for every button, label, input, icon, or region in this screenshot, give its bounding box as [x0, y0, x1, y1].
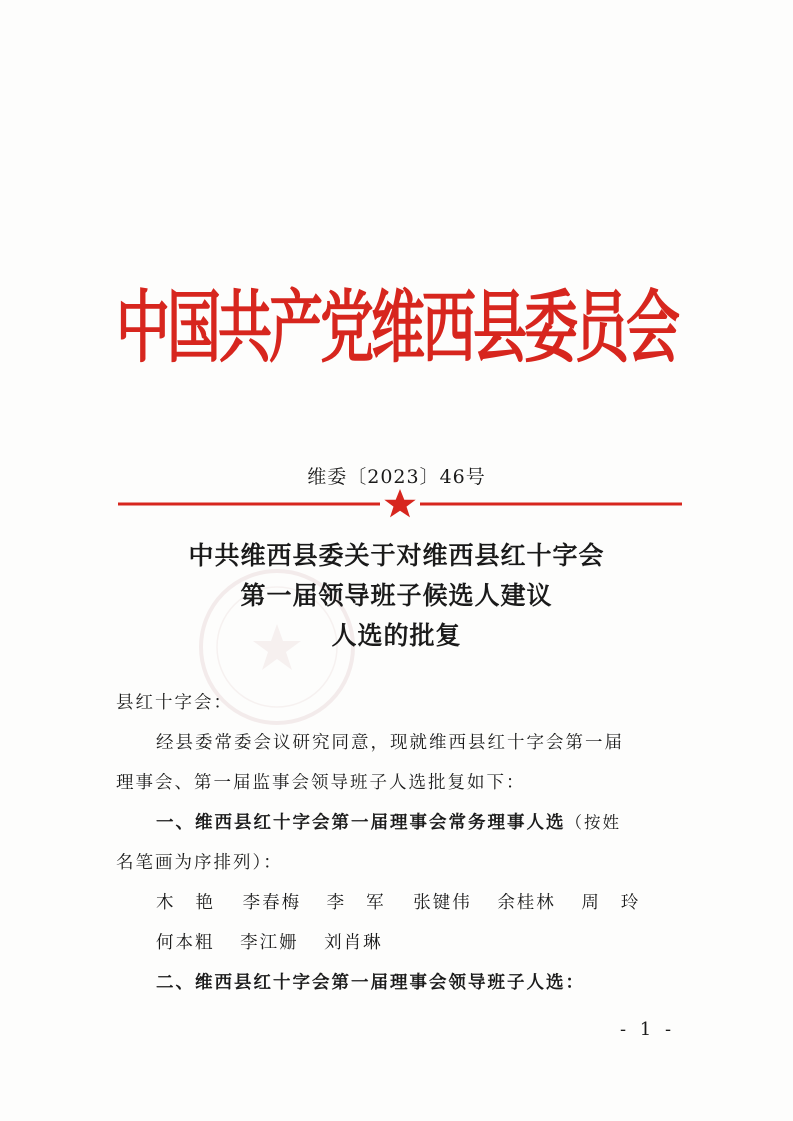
name-entry: 余桂林: [497, 893, 556, 913]
section-1-note-start: （按姓: [565, 813, 621, 832]
organization-name: 中国共产党维西县委员会: [116, 280, 677, 374]
separator-graphic: [118, 488, 682, 518]
name-entry: 木艳: [156, 893, 235, 913]
paragraph-1-line-1: 经县委常委会议研究同意，现就维西县红十字会第一届: [156, 733, 624, 753]
star-icon: [384, 489, 415, 517]
name-entry: 李春梅: [242, 893, 302, 913]
title-line-3: 人选的批复: [331, 621, 462, 650]
red-separator-line: [118, 488, 682, 518]
name-entry: 张键伟: [413, 893, 472, 913]
name-entry: 刘肖琳: [324, 933, 383, 953]
section-1-heading-line: [116, 803, 686, 843]
document-number: 维委〔2023〕46号: [307, 466, 486, 488]
organization-header: [0, 262, 793, 393]
title-line-1: 中共维西县委关于对维西县红十字会: [188, 541, 605, 570]
name-entry: 周玲: [581, 893, 661, 913]
paragraph-1-line-2: 理事会、第一届监事会领导班子人选批复如下：: [116, 773, 526, 793]
salutation: 县红十字会：: [116, 693, 233, 713]
names-row-2: [116, 923, 686, 963]
section-1-heading: 一、维西县红十字会第一届理事会常务理事人选: [156, 813, 566, 833]
section-1-note-end: 名笔画为序排列）：: [116, 853, 283, 873]
section-2-heading: 二、维西县红十字会第一届理事会领导班子人选：: [156, 973, 585, 993]
title-line-2: 第一届领导班子候选人建议: [240, 581, 553, 610]
name-entry: 何本粗: [156, 933, 215, 953]
name-entry: 李军: [326, 893, 406, 913]
name-entry: 李江姗: [240, 933, 299, 953]
document-title: [0, 536, 793, 656]
document-body: [116, 683, 686, 1003]
names-row-1: [116, 883, 686, 923]
page-number: - 1 -: [620, 1019, 676, 1040]
